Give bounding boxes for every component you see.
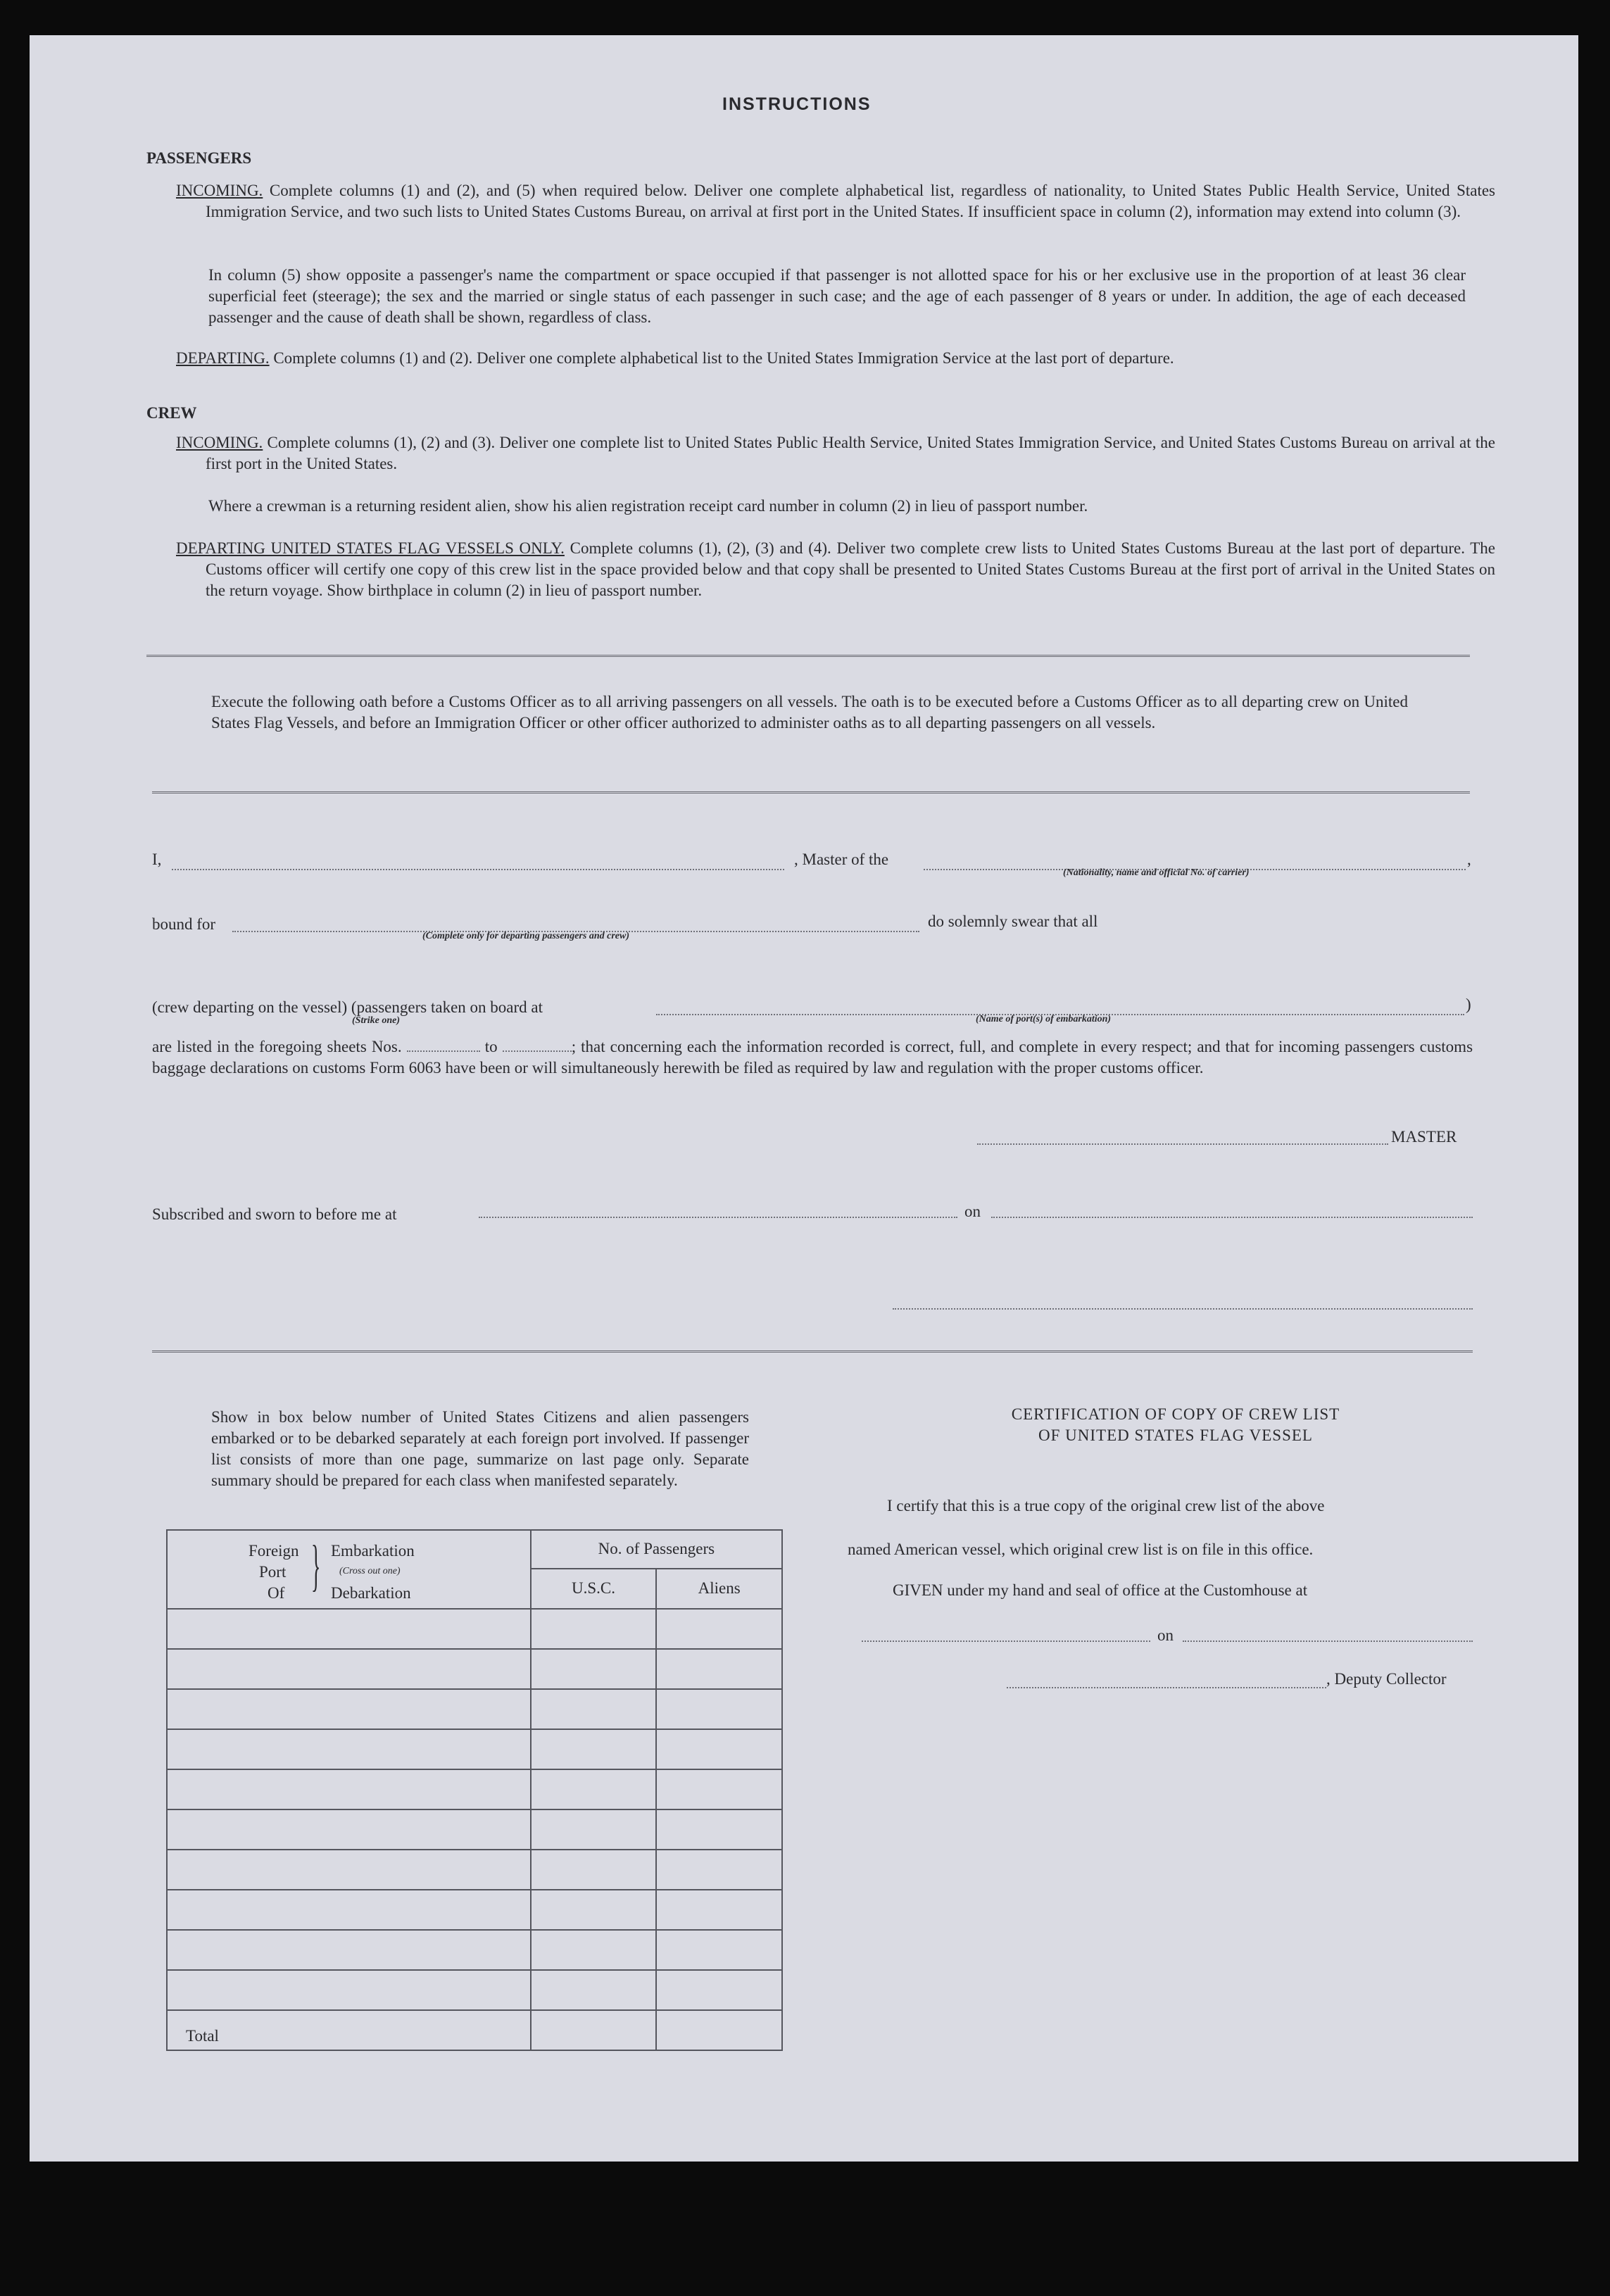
aliens-cell[interactable]: [656, 1689, 782, 1729]
debarkation-label: Debarkation: [331, 1584, 411, 1602]
crew-incoming-paragraph: [176, 432, 1495, 475]
passengers-departing-label: DEPARTING.: [176, 349, 270, 367]
port-cell[interactable]: [167, 1890, 531, 1930]
comma: ,: [1467, 851, 1471, 868]
crew-resident-paragraph: Where a crewman is a returning resident alien, show his alien registration receipt card number in column (2) in lieu of passport number.: [208, 497, 1088, 515]
section-divider: [152, 1350, 1473, 1353]
master-name-field[interactable]: [172, 869, 784, 870]
sheet-to-field[interactable]: [503, 1050, 572, 1052]
listed-rest: ; that concerning each the information recorded is correct, full, and complete in every respect; and that for incoming passengers customs baggage declarations on customs Form 6063 have been or will simultaneously herewith be filed as required by law and regulation with the proper customs officer.: [152, 1038, 1473, 1077]
brace-glyph: }: [311, 1535, 321, 1597]
certification-date-field[interactable]: [1183, 1641, 1473, 1642]
usc-cell[interactable]: [531, 1850, 657, 1890]
aliens-cell[interactable]: [656, 1970, 782, 2010]
passengers-incoming-text: Complete columns (1) and (2), and (5) when required below. Deliver one complete alphabetical list, regardless of nationality, to United States Public Health Service, United States Immigration Service, and two such lists to United States Customs Bureau, on arrival at first port in the United States. If insufficient space in column (2), information may extend into column (3).: [206, 182, 1496, 220]
crew-departing-label: DEPARTING UNITED STATES FLAG VESSELS ONLY.: [176, 539, 565, 557]
usc-cell[interactable]: [531, 1809, 657, 1850]
aliens-cell[interactable]: [656, 1729, 782, 1769]
crew-incoming-text: Complete columns (1), (2) and (3). Deliver one complete list to United States Public Health Service, United States Immigration Service, and United States Customs Bureau on arrival at the first port in the United States.: [206, 434, 1495, 472]
usc-cell[interactable]: [531, 1930, 657, 1970]
embarkation-note: (Name of port(s) of embarkation): [976, 1014, 1112, 1024]
section-divider: [146, 655, 1470, 657]
usc-cell[interactable]: [531, 1890, 657, 1930]
port-cell[interactable]: [167, 1649, 531, 1689]
summary-instructions: Show in box below number of United States Citizens and alien passengers embarked or to be debarked separately at each foreign port involved. If passenger list consists of more than one page, summarize on last page only. Separate summary should be prepared for each class when manifested separately.: [211, 1408, 749, 1489]
usc-cell[interactable]: [531, 1970, 657, 2010]
officer-signature-field[interactable]: [893, 1308, 1473, 1310]
deputy-signature-field[interactable]: [1007, 1687, 1326, 1688]
passengers-heading: PASSENGERS: [146, 149, 252, 167]
usc-cell[interactable]: [531, 1609, 657, 1649]
swear-text: do solemnly swear that all: [928, 912, 1098, 930]
aliens-header: Aliens: [656, 1569, 782, 1609]
sworn-place-field[interactable]: [479, 1217, 957, 1218]
port-cell[interactable]: [167, 1689, 531, 1729]
subscribed-label: Subscribed and sworn to before me at: [152, 1205, 397, 1223]
usc-cell[interactable]: [531, 1689, 657, 1729]
aliens-total-cell[interactable]: [656, 2010, 782, 2050]
certification-heading-1: CERTIFICATION OF COPY OF CREW LIST: [1011, 1405, 1340, 1423]
sworn-date-field[interactable]: [991, 1217, 1473, 1218]
no-passengers-header: No. of Passengers: [531, 1530, 782, 1569]
nationality-note: (Nationality, name and official No. of carrier): [1063, 867, 1250, 878]
port-cell[interactable]: [167, 1729, 531, 1769]
master-label: MASTER: [1391, 1128, 1457, 1146]
aliens-cell[interactable]: [656, 1890, 782, 1930]
usc-cell[interactable]: [531, 1769, 657, 1809]
aliens-cell[interactable]: [656, 1809, 782, 1850]
foreign-label: Foreign: [249, 1542, 299, 1560]
certification-line-1: I certify that this is a true copy of the original crew list of the above: [887, 1497, 1325, 1514]
usc-total-cell[interactable]: [531, 2010, 657, 2050]
passengers-departing-paragraph: [176, 348, 1471, 369]
port-cell[interactable]: [167, 1930, 531, 1970]
close-paren: ): [1466, 996, 1471, 1013]
deputy-collector-label: , Deputy Collector: [1326, 1670, 1447, 1688]
aliens-cell[interactable]: [656, 1769, 782, 1809]
certification-line-2: named American vessel, which original crew list is on file in this office.: [848, 1541, 1314, 1558]
port-cell[interactable]: [167, 1850, 531, 1890]
listed-paragraph: [152, 1036, 1473, 1079]
usc-cell[interactable]: [531, 1649, 657, 1689]
passenger-summary-table: [166, 1529, 783, 2051]
usc-header: U.S.C.: [531, 1569, 657, 1609]
port-cell[interactable]: [167, 1970, 531, 2010]
passengers-incoming-label: INCOMING.: [176, 182, 263, 199]
crew-heading: CREW: [146, 404, 197, 422]
passengers-departing-text: Complete columns (1) and (2). Deliver one complete alphabetical list to the United States Immigration Service at the last port of departure.: [273, 349, 1174, 367]
section-divider: [152, 791, 1470, 793]
aliens-cell[interactable]: [656, 1609, 782, 1649]
cross-out-note: (Cross out one): [339, 1566, 401, 1576]
aliens-cell[interactable]: [656, 1930, 782, 1970]
port-cell[interactable]: [167, 1809, 531, 1850]
port-cell[interactable]: [167, 1769, 531, 1809]
to-label: to: [484, 1038, 498, 1055]
bound-for-label: bound for: [152, 915, 216, 933]
oath-i-label: I,: [152, 851, 162, 868]
crew-incoming-label: INCOMING.: [176, 434, 263, 451]
aliens-cell[interactable]: [656, 1850, 782, 1890]
passengers-column5-paragraph: In column (5) show opposite a passenger's name the compartment or space occupied if that passenger is not allotted space for his or her exclusive use in the proportion of at least 36 clear superficial feet (steerage); the sex and the married or single status of each passenger in such case; and the age of each passenger of 8 years or under. In addition, the age of each deceased passenger and the cause of death shall be shown, regardless of class.: [208, 266, 1466, 326]
master-of-label: , Master of the: [794, 851, 889, 868]
sheet-from-field[interactable]: [407, 1050, 480, 1052]
crew-passengers-choice: (crew departing on the vessel) (passengers taken on board at: [152, 998, 543, 1016]
certification-line-3: GIVEN under my hand and seal of office at the Customhouse at: [893, 1581, 1308, 1599]
certification-on-label: on: [1157, 1626, 1174, 1644]
listed-prefix: are listed in the foregoing sheets Nos.: [152, 1038, 402, 1055]
on-label: on: [964, 1203, 981, 1220]
usc-cell[interactable]: [531, 1729, 657, 1769]
passengers-incoming-paragraph: [176, 180, 1495, 222]
total-label: Total: [167, 2010, 531, 2050]
aliens-cell[interactable]: [656, 1649, 782, 1689]
complete-only-note: (Complete only for departing passengers and crew): [422, 931, 629, 941]
port-label: Port: [259, 1563, 287, 1581]
of-label: Of: [268, 1584, 285, 1602]
certification-heading-2: OF UNITED STATES FLAG VESSEL: [1038, 1426, 1313, 1444]
port-header-cell: [167, 1530, 531, 1609]
embarkation-label: Embarkation: [331, 1542, 415, 1560]
crew-departing-text: Complete columns (1), (2), (3) and (4). Deliver two complete crew lists to United States Customs Bureau at the last port of departure. The Customs officer will certify one copy of this crew list in the space provided below and that copy shall be presented to United States Customs Bureau at the first port of arrival in the United States on the return voyage. Show birthplace in column (2) in lieu of passport number.: [206, 539, 1496, 599]
customhouse-field[interactable]: [862, 1641, 1150, 1642]
port-cell[interactable]: [167, 1609, 531, 1649]
master-signature-field[interactable]: [977, 1143, 1388, 1145]
strike-one-note: (Strike one): [352, 1015, 401, 1026]
page-title: INSTRUCTIONS: [722, 94, 872, 114]
crew-departing-paragraph: [176, 538, 1495, 601]
oath-instructions: Execute the following oath before a Customs Officer as to all arriving passengers on all vessels. The oath is to be executed before a Customs Officer as to all departing crew on United States Flag Vessels, and before an Immigration Officer or other officer authorized to administer oaths as to all departing passengers on all vessels.: [211, 693, 1408, 732]
